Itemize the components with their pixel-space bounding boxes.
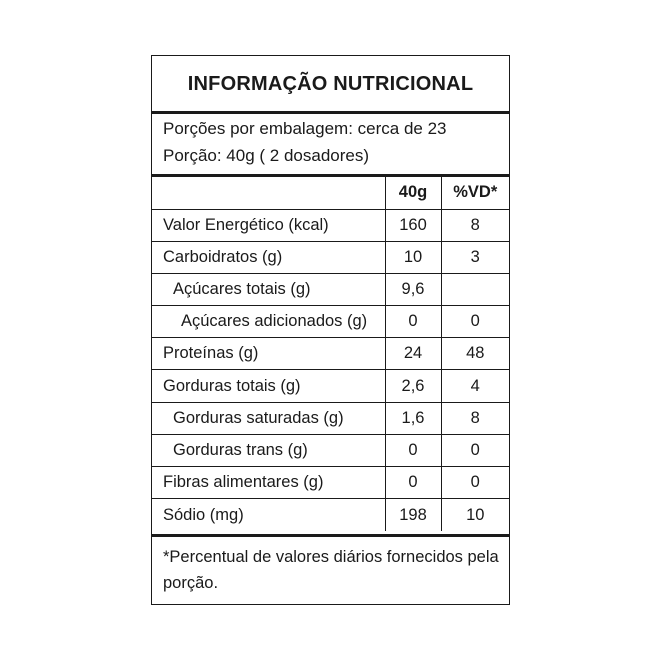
nutrient-amount: 1,6 (385, 402, 441, 434)
nutrient-amount: 2,6 (385, 370, 441, 402)
nutrient-amount: 9,6 (385, 273, 441, 305)
table-row (152, 306, 509, 338)
servings-per-package: Porções por embalagem: cerca de 23 (163, 119, 447, 138)
nutrient-name: Açúcares adicionados (g) (152, 306, 385, 338)
nutrition-table (152, 177, 509, 531)
header-daily-value: %VD* (441, 177, 509, 209)
nutrient-daily-value: 0 (441, 434, 509, 466)
nutrient-amount: 0 (385, 306, 441, 338)
header-amount: 40g (385, 177, 441, 209)
table-row (152, 402, 509, 434)
table-header-row (152, 177, 509, 209)
nutrient-amount: 0 (385, 434, 441, 466)
table-row (152, 209, 509, 241)
table-row (152, 499, 509, 531)
title-divider (152, 111, 509, 114)
nutrient-name: Gorduras trans (g) (152, 434, 385, 466)
nutrient-daily-value: 4 (441, 370, 509, 402)
nutrient-name: Fibras alimentares (g) (152, 467, 385, 499)
nutrient-name: Proteínas (g) (152, 338, 385, 370)
table-row (152, 338, 509, 370)
table-row (152, 434, 509, 466)
nutrient-name: Sódio (mg) (163, 505, 244, 524)
nutrient-daily-value: 48 (441, 338, 509, 370)
nutrient-daily-value: 0 (441, 467, 509, 499)
nutrient-daily-value: 8 (441, 209, 509, 241)
nutrient-name: Carboidratos (g) (152, 241, 385, 273)
nutrient-daily-value (441, 273, 509, 305)
footnote: *Percentual de valores diários fornecidos pela porção. (163, 548, 499, 592)
nutrient-name: Gorduras totais (g) (152, 370, 385, 402)
nutrient-amount: 10 (385, 241, 441, 273)
header-blank-cell (152, 177, 385, 209)
serving-size: Porção: 40g ( 2 dosadores) (163, 146, 370, 165)
label-title: INFORMAÇÃO NUTRICIONAL (187, 73, 474, 95)
nutrient-amount: 0 (385, 467, 441, 499)
nutrient-name: Valor Energético (kcal) (152, 209, 385, 241)
nutrient-daily-value: 3 (441, 241, 509, 273)
table-row (152, 241, 509, 273)
nutrient-daily-value: 10 (441, 499, 509, 531)
table-row (152, 273, 509, 305)
nutrient-daily-value: 0 (441, 306, 509, 338)
table-row (152, 467, 509, 499)
footnote-divider (152, 534, 509, 537)
nutrient-name: Gorduras saturadas (g) (152, 402, 385, 434)
nutrient-amount: 198 (385, 499, 441, 531)
nutrient-amount: 160 (385, 209, 441, 241)
nutrition-facts-label (151, 55, 510, 605)
nutrient-name: Açúcares totais (g) (152, 273, 385, 305)
nutrient-amount: 24 (385, 338, 441, 370)
nutrient-daily-value: 8 (441, 402, 509, 434)
table-row (152, 370, 509, 402)
